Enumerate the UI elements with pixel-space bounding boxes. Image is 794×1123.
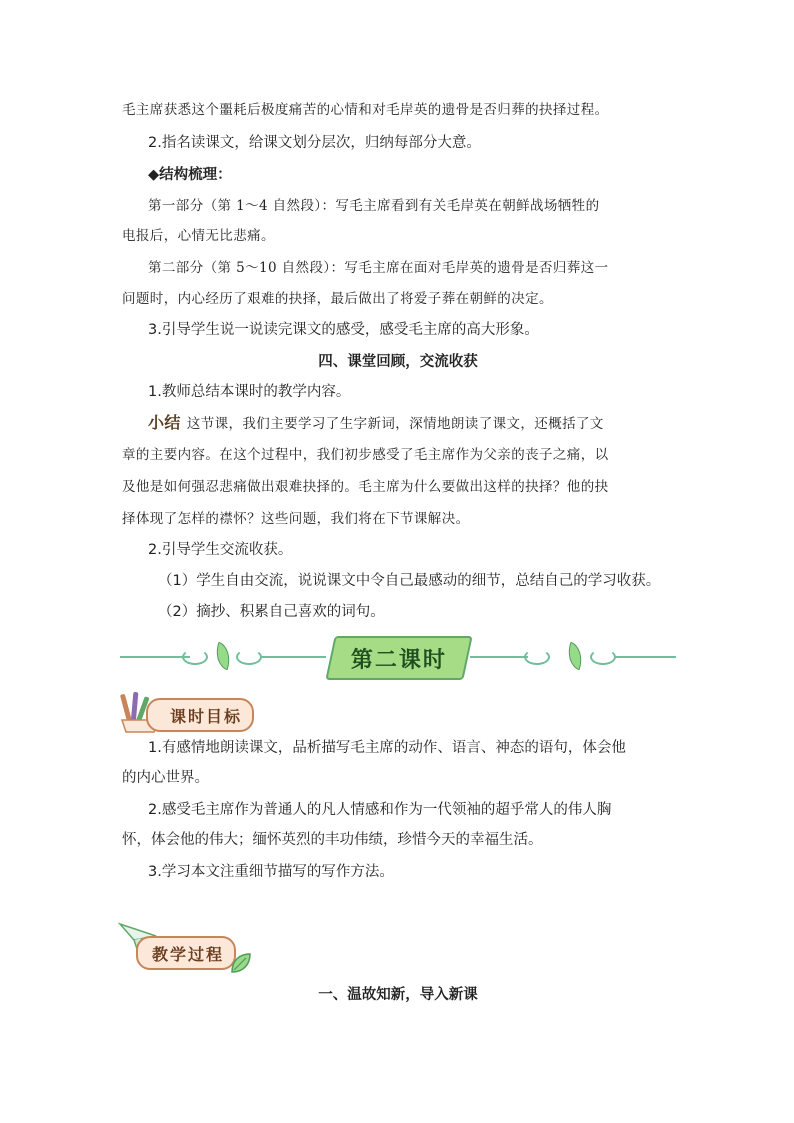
leaf-icon xyxy=(562,642,587,671)
section-title: 四、课堂回顾，交流收获 xyxy=(318,354,478,370)
text-line: 的内心世界。 xyxy=(122,770,209,786)
text-line: 第一部分（第 1～4 自然段）：写毛主席看到有关毛岸英在朝鲜战场牺牲的 xyxy=(148,198,600,214)
badge-label: 课时目标 xyxy=(170,706,243,726)
banner-rule-left-inner xyxy=(260,656,326,658)
lesson-banner xyxy=(120,630,676,684)
text-line: 章的主要内容。在这个过程中，我们初步感受了毛主席作为父亲的丧子之痛，以 xyxy=(122,447,609,463)
summary-text: 这节课，我们主要学习了生字新词，深情地朗读了课文，还概括了文 xyxy=(186,416,604,432)
banner-rule-left xyxy=(120,656,190,658)
banner-rule-right-inner xyxy=(470,656,528,658)
text-line: 1.有感情地朗读课文，品析描写毛主席的动作、语言、神态的语句，体会他 xyxy=(148,740,626,756)
summary-label: 小结 xyxy=(148,413,181,432)
section-heading: ◆结构梳理： xyxy=(148,167,232,183)
text-line: 3.引导学生说一说读完课文的感受，感受毛主席的高大形象。 xyxy=(148,322,539,338)
text-line: 2.感受毛主席作为普通人的凡人情感和作为一代领袖的超乎常人的伟人胸 xyxy=(148,802,612,818)
section-title: 一、温故知新，导入新课 xyxy=(318,987,478,1003)
summary-line xyxy=(148,413,700,434)
text-line: 电报后，心情无比悲痛。 xyxy=(122,228,275,244)
text-line: 2.指名读课文，给课文划分层次，归纳每部分大意。 xyxy=(148,135,481,151)
text-line: 2.引导学生交流收获。 xyxy=(148,542,293,558)
text-line: 及他是如何强忍悲痛做出艰难抉择的。毛主席为什么要做出这样的抉择？他的抉 xyxy=(122,479,609,495)
swirl-ornament-icon xyxy=(236,649,262,665)
text-line: （1）学生自由交流，说说课文中令自己最感动的细节，总结自己的学习收获。 xyxy=(158,573,661,589)
text-line: （2）摘抄、积累自己喜欢的词句。 xyxy=(158,604,385,620)
swirl-ornament-icon xyxy=(590,649,616,665)
text-line: 1.教师总结本课时的教学内容。 xyxy=(148,384,351,400)
text-line: 3.学习本文注重细节描写的写作方法。 xyxy=(148,864,394,880)
section-badge-process xyxy=(136,936,236,970)
text-line: 毛主席获悉这个噩耗后极度痛苦的心情和对毛岸英的遗骨是否归葬的抉择过程。 xyxy=(122,102,609,118)
text-line: 问题时，内心经历了艰难的抉择，最后做出了将爱子葬在朝鲜的决定。 xyxy=(122,291,553,307)
swirl-ornament-icon xyxy=(182,649,208,665)
leaf-icon xyxy=(210,642,235,671)
leaf-icon xyxy=(230,952,252,974)
banner-title: 第二课时 xyxy=(350,646,447,673)
text-line: 择体现了怎样的襟怀？这些问题，我们将在下节课解决。 xyxy=(122,511,470,527)
section-badge-objectives xyxy=(146,698,254,732)
text-line: 怀，体会他的伟大；缅怀英烈的丰功伟绩，珍惜今天的幸福生活。 xyxy=(122,832,543,848)
banner-title-box xyxy=(325,636,472,680)
banner-rule-right xyxy=(614,656,676,658)
text-line: 第二部分（第 5～10 自然段）：写毛主席在面对毛岸英的遗骨是否归葬这一 xyxy=(148,260,609,276)
swirl-ornament-icon xyxy=(524,649,550,665)
badge-label: 教学过程 xyxy=(152,944,225,964)
